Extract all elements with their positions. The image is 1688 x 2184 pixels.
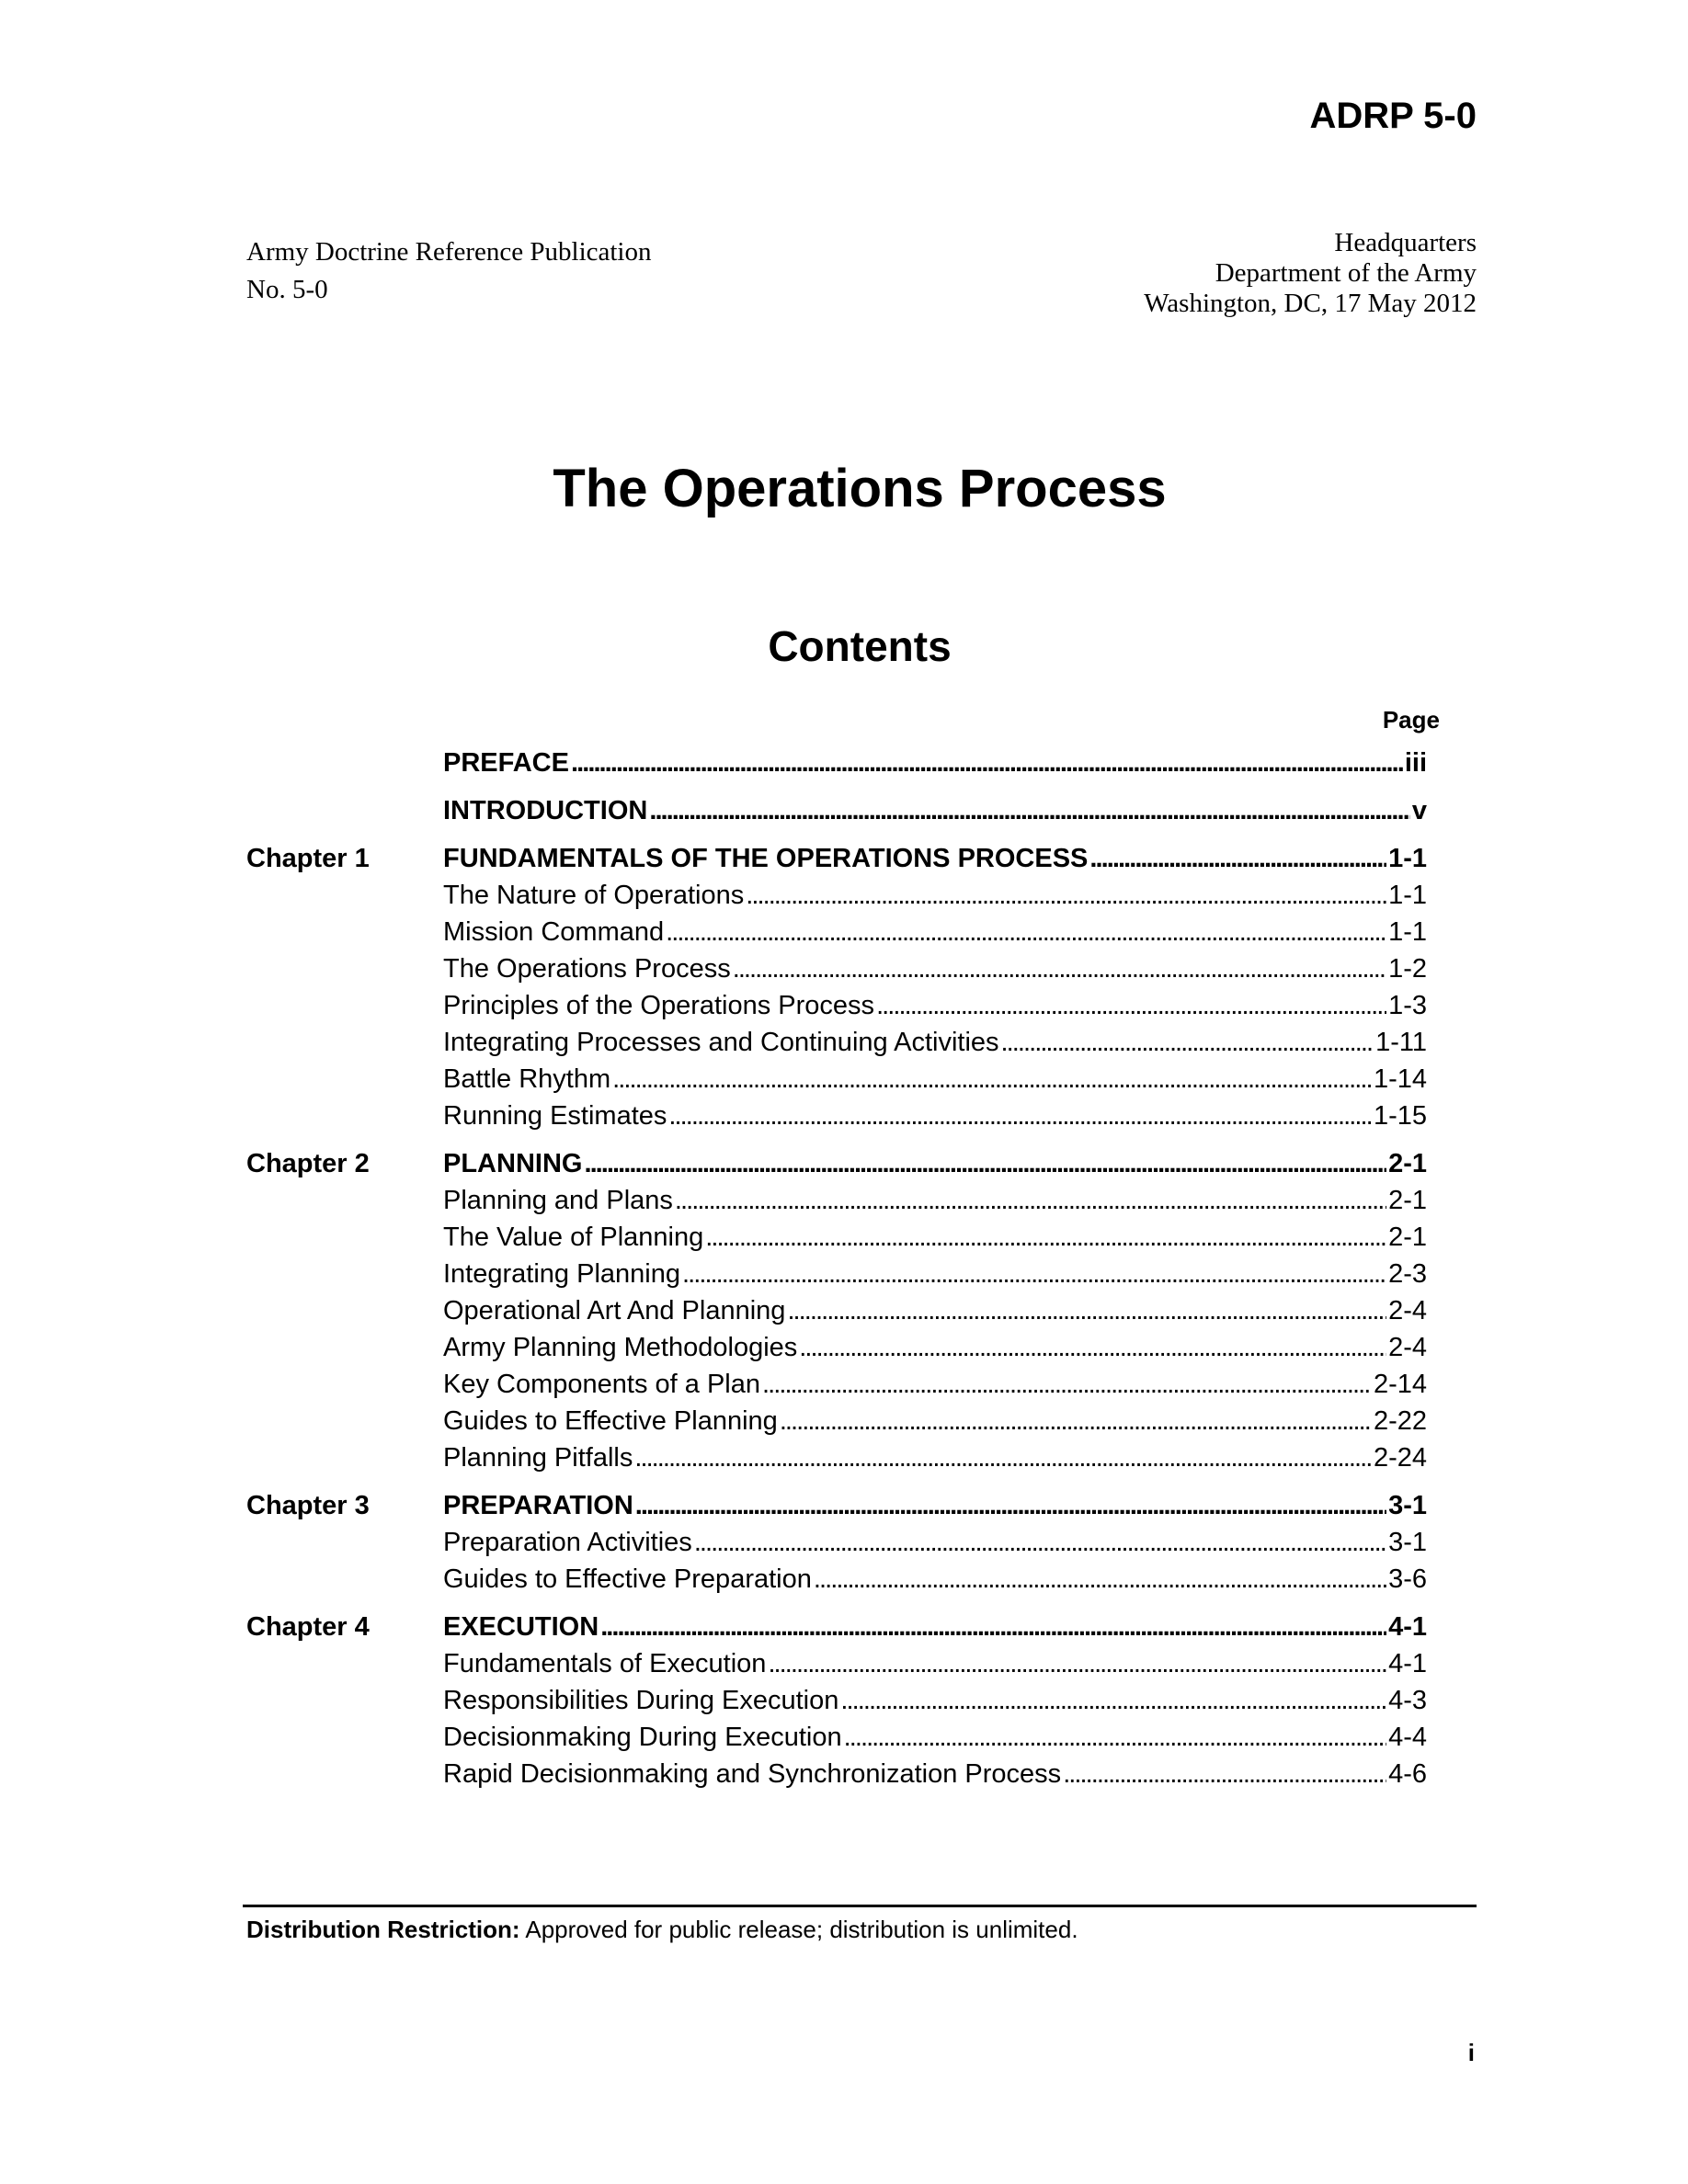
- toc-entry-page: 2-22: [1373, 1406, 1427, 1436]
- toc-entry-page: 1-14: [1373, 1064, 1427, 1094]
- toc-entry-page: 1-2: [1388, 954, 1427, 984]
- toc-dot-leader: [634, 1439, 1372, 1476]
- toc-entry: [443, 1561, 1427, 1598]
- toc-entry-row: [246, 877, 1427, 914]
- toc-dot-leader: [787, 1292, 1386, 1329]
- toc-entry-page: 1-1: [1388, 917, 1427, 947]
- toc-entry-label: Rapid Decisionmaking and Synchronization Process: [443, 1759, 1062, 1789]
- toc-entry-label: PLANNING: [443, 1149, 583, 1178]
- toc-dot-leader: [584, 1145, 1386, 1182]
- toc-dot-leader: [666, 914, 1386, 950]
- toc-dot-leader: [675, 1182, 1386, 1219]
- page-number: i: [1467, 2039, 1475, 2066]
- toc-entry: [443, 1145, 1427, 1182]
- toc-dot-leader: [600, 1609, 1386, 1645]
- toc-dot-leader: [612, 1061, 1372, 1098]
- toc-entry: [443, 1609, 1427, 1645]
- toc-entry: [443, 1024, 1427, 1061]
- issuer-line-2: Department of the Army: [1215, 258, 1477, 288]
- toc-entry-page: 4-3: [1388, 1686, 1427, 1715]
- toc-entry: [443, 1682, 1427, 1719]
- toc-entry-label: The Nature of Operations: [443, 881, 745, 910]
- toc-entry: [443, 914, 1427, 950]
- toc-entry-row: [246, 1182, 1427, 1219]
- toc-entry-page: 2-1: [1388, 1149, 1427, 1178]
- toc-entry-page: 2-14: [1373, 1370, 1427, 1399]
- toc-entry-page: 4-4: [1388, 1723, 1427, 1752]
- document-title: The Operations Process: [553, 459, 1167, 518]
- toc-entry-label: The Operations Process: [443, 954, 731, 984]
- toc-chapter-number: Chapter 4: [246, 1612, 370, 1642]
- toc-entry: [443, 1719, 1427, 1756]
- toc-dot-leader: [705, 1219, 1386, 1256]
- toc-chapter-row: [246, 1609, 1427, 1645]
- toc-entry-label: PREFACE: [443, 748, 569, 778]
- publication-id: ADRP 5-0: [1309, 96, 1477, 136]
- toc-entry-page: 2-3: [1388, 1259, 1427, 1289]
- toc-section-row: [246, 745, 1427, 781]
- toc-entry-page: 4-1: [1388, 1649, 1427, 1678]
- toc-entry-page: 3-6: [1388, 1564, 1427, 1594]
- footer-divider: [243, 1905, 1477, 1907]
- toc-entry-row: [246, 1403, 1427, 1439]
- contents-heading: Contents: [768, 622, 952, 670]
- toc-entry-row: [246, 1719, 1427, 1756]
- toc-entry-row: [246, 1024, 1427, 1061]
- toc-entry: [443, 1329, 1427, 1366]
- toc-entry-page: v: [1411, 796, 1427, 825]
- toc-entry-label: PREPARATION: [443, 1491, 633, 1520]
- toc-dot-leader: [649, 792, 1410, 829]
- toc-dot-leader: [635, 1487, 1386, 1524]
- toc-entry-label: Mission Command: [443, 917, 665, 947]
- toc-entry: [443, 987, 1427, 1024]
- issuing-authority: [1144, 228, 1477, 319]
- toc-entry-label: Principles of the Operations Process: [443, 991, 875, 1020]
- toc-entry-page: 3-1: [1388, 1491, 1427, 1520]
- toc-entry-row: [246, 1561, 1427, 1598]
- toc-entry-label: Preparation Activities: [443, 1528, 692, 1557]
- toc-dot-leader: [876, 987, 1386, 1024]
- toc-dot-leader: [799, 1329, 1386, 1366]
- toc-entry: [443, 877, 1427, 914]
- distribution-text: Approved for public release; distribution is unlimited.: [519, 1916, 1078, 1943]
- toc-entry-label: Running Estimates: [443, 1101, 667, 1131]
- toc-entry-label: EXECUTION: [443, 1612, 599, 1642]
- toc-dot-leader: [768, 1645, 1386, 1682]
- toc-entry-page: 2-4: [1388, 1333, 1427, 1362]
- toc-dot-leader: [1089, 840, 1386, 877]
- toc-entry-label: Battle Rhythm: [443, 1064, 611, 1094]
- toc-entry-page: 2-24: [1373, 1443, 1427, 1473]
- toc-entry: [443, 1756, 1427, 1792]
- toc-entry-label: FUNDAMENTALS OF THE OPERATIONS PROCESS: [443, 844, 1089, 873]
- toc-entry: [443, 792, 1427, 829]
- toc-dot-leader: [668, 1098, 1372, 1134]
- toc-chapter-number: Chapter 1: [246, 844, 370, 873]
- toc-entry-page: 1-1: [1388, 844, 1427, 873]
- issuer-line-1: Headquarters: [1334, 228, 1477, 257]
- toc-dot-leader: [694, 1524, 1386, 1561]
- toc-entry-label: The Value of Planning: [443, 1223, 704, 1252]
- toc-chapter-number: Chapter 3: [246, 1491, 370, 1520]
- toc-entry: [443, 1403, 1427, 1439]
- toc-entry-label: Guides to Effective Preparation: [443, 1564, 812, 1594]
- toc-entry-row: [246, 1219, 1427, 1256]
- toc-entry-row: [246, 1366, 1427, 1403]
- toc-entry: [443, 1061, 1427, 1098]
- toc-entry-row: [246, 1098, 1427, 1134]
- toc-dot-leader: [733, 950, 1386, 987]
- toc-entry-page: 1-15: [1373, 1101, 1427, 1131]
- toc-dot-leader: [1001, 1024, 1374, 1061]
- page-column-label: Page: [1382, 706, 1440, 734]
- toc-entry-row: [246, 987, 1427, 1024]
- toc-entry-label: Integrating Planning: [443, 1259, 680, 1289]
- toc-entry: [443, 1098, 1427, 1134]
- toc-dot-leader: [780, 1403, 1372, 1439]
- toc-entry-page: 1-11: [1375, 1028, 1427, 1057]
- toc-entry: [443, 1439, 1427, 1476]
- toc-entry-label: Planning Pitfalls: [443, 1443, 633, 1473]
- toc-entry: [443, 1366, 1427, 1403]
- publication-designation: [246, 233, 651, 309]
- toc-entry-row: [246, 914, 1427, 950]
- toc-entry-row: [246, 1329, 1427, 1366]
- toc-entry-row: [246, 1756, 1427, 1792]
- toc-dot-leader: [840, 1682, 1386, 1719]
- toc-entry: [443, 1487, 1427, 1524]
- toc-entry: [443, 840, 1427, 877]
- toc-entry-row: [246, 950, 1427, 987]
- toc-entry-label: Key Components of a Plan: [443, 1370, 760, 1399]
- distribution-restriction: [246, 1916, 1078, 1944]
- toc-entry-page: iii: [1404, 748, 1427, 778]
- toc-entry-label: Decisionmaking During Execution: [443, 1723, 842, 1752]
- toc-entry: [443, 1182, 1427, 1219]
- toc-entry-label: INTRODUCTION: [443, 796, 648, 825]
- publication-number: No. 5-0: [246, 275, 328, 304]
- toc-entry-label: Operational Art And Planning: [443, 1296, 786, 1325]
- toc-entry-page: 4-6: [1388, 1759, 1427, 1789]
- toc-chapter-number: Chapter 2: [246, 1149, 370, 1178]
- toc-chapter-row: [246, 840, 1427, 877]
- toc-entry-row: [246, 1524, 1427, 1561]
- distribution-label: Distribution Restriction:: [246, 1916, 520, 1943]
- toc-dot-leader: [746, 877, 1386, 914]
- toc-entry-page: 2-4: [1388, 1296, 1427, 1325]
- toc-section-row: [246, 792, 1427, 829]
- toc-entry-page: 1-3: [1388, 991, 1427, 1020]
- toc-entry: [443, 1524, 1427, 1561]
- toc-entry: [443, 950, 1427, 987]
- toc-entry: [443, 1219, 1427, 1256]
- toc-entry-row: [246, 1292, 1427, 1329]
- toc-dot-leader: [682, 1256, 1386, 1292]
- toc-entry: [443, 1645, 1427, 1682]
- toc-dot-leader: [814, 1561, 1386, 1598]
- toc-entry-label: Fundamentals of Execution: [443, 1649, 767, 1678]
- issuer-line-3: Washington, DC, 17 May 2012: [1144, 289, 1477, 318]
- toc-entry-page: 3-1: [1388, 1528, 1427, 1557]
- toc-dot-leader: [762, 1366, 1372, 1403]
- toc-entry-label: Integrating Processes and Continuing Activities: [443, 1028, 999, 1057]
- toc-entry-row: [246, 1439, 1427, 1476]
- toc-entry-page: 2-1: [1388, 1186, 1427, 1215]
- toc-dot-leader: [571, 745, 1403, 781]
- toc-entry-label: Army Planning Methodologies: [443, 1333, 798, 1362]
- toc-entry-page: 4-1: [1388, 1612, 1427, 1642]
- toc-dot-leader: [844, 1719, 1386, 1756]
- toc-entry-row: [246, 1682, 1427, 1719]
- publication-type: Army Doctrine Reference Publication: [246, 237, 652, 267]
- toc-entry-row: [246, 1256, 1427, 1292]
- toc-dot-leader: [1063, 1756, 1386, 1792]
- toc-chapter-row: [246, 1145, 1427, 1182]
- toc-entry-label: Guides to Effective Planning: [443, 1406, 778, 1436]
- toc-entry-label: Planning and Plans: [443, 1186, 673, 1215]
- toc-chapter-row: [246, 1487, 1427, 1524]
- toc-entry: [443, 1256, 1427, 1292]
- toc-entry: [443, 1292, 1427, 1329]
- toc-entry-label: Responsibilities During Execution: [443, 1686, 839, 1715]
- toc-entry-row: [246, 1061, 1427, 1098]
- toc-entry-page: 1-1: [1388, 881, 1427, 910]
- toc-entry-page: 2-1: [1388, 1223, 1427, 1252]
- toc-entry: [443, 745, 1427, 781]
- toc-entry-row: [246, 1645, 1427, 1682]
